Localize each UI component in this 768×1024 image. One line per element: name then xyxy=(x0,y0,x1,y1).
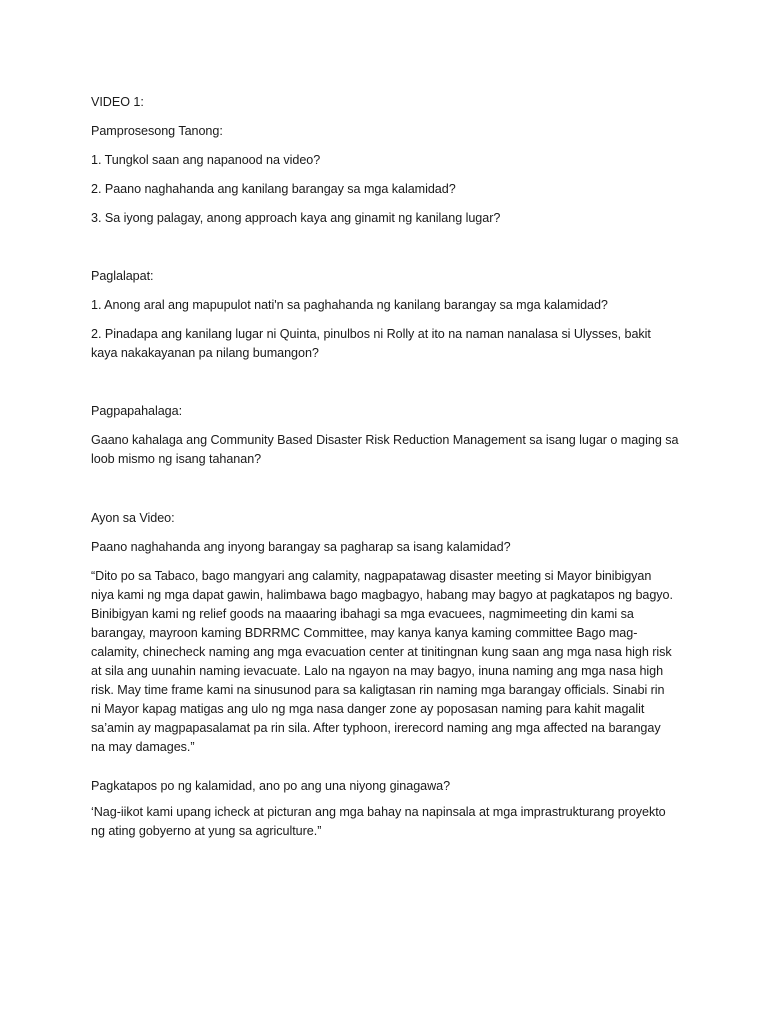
paglalapat-question-2-line-2: kaya nakakayanan pa nilang bumangon? xyxy=(91,346,319,360)
followup-question: Pagkatapos po ng kalamidad, ano po ang una niyong ginagawa? xyxy=(91,779,451,793)
followup-answer-line-2: ng ating gobyerno at yung sa agriculture.” xyxy=(91,824,322,838)
ayon-answer-line-8: ni Mayor kapag matigas ang ulo ng mga nasa danger zone ay poposasan naming para kahit magalit xyxy=(91,702,645,716)
ayon-answer-line-3: Binibigyan kami ng relief goods na maaaring ibahagi sa mga evacuees, nagmimeeting din kami sa xyxy=(91,607,634,621)
ayon-answer-line-9: sa’amin ay magpapasalamat pa rin sila. After typhoon, irerecord naming ang mga affected na barangay xyxy=(91,721,661,735)
pagpapahalaga-question-line-2: loob mismo ng isang tahanan? xyxy=(91,452,262,466)
pamprosesong-question-3: 3. Sa iyong palagay, anong approach kaya ang ginamit ng kanilang lugar? xyxy=(91,211,501,225)
paglalapat-heading: Paglalapat: xyxy=(91,269,154,283)
ayon-answer-line-6: at sila ang uunahin naming ievacuate. Lalo na ngayon na may bagyo, inuna naming ang mga nasa high xyxy=(91,664,664,678)
ayon-answer-line-10: na may damages.” xyxy=(91,740,195,754)
ayon-answer-line-7: risk. May time frame kami na sinusunod para sa kaligtasan rin naming mga barangay officials. Sinabi rin xyxy=(91,683,665,697)
paglalapat-question-2-line-1: 2. Pinadapa ang kanilang lugar ni Quinta, pinulbos ni Rolly at ito na naman nanalasa si Ulysses, bakit xyxy=(91,327,651,341)
followup-answer-line-1: ‘Nag-iikot kami upang icheck at picturan ang mga bahay na napinsala at mga imprastrukturang proyekto xyxy=(91,805,666,819)
ayon-answer-line-2: niya kami ng mga dapat gawin, halimbawa bago magbagyo, habang may bagyo at pagkatapos ng bagyo. xyxy=(91,588,673,602)
pamprosesong-heading: Pamprosesong Tanong: xyxy=(91,124,223,138)
pamprosesong-question-1: 1. Tungkol saan ang napanood na video? xyxy=(91,153,321,167)
paglalapat-question-1: 1. Anong aral ang mapupulot nati'n sa paghahanda ng kanilang barangay sa mga kalamidad? xyxy=(91,298,608,312)
pamprosesong-question-2: 2. Paano naghahanda ang kanilang barangay sa mga kalamidad? xyxy=(91,182,456,196)
ayon-heading: Ayon sa Video: xyxy=(91,511,175,525)
pagpapahalaga-question-line-1: Gaano kahalaga ang Community Based Disaster Risk Reduction Management sa isang lugar o maging sa xyxy=(91,433,679,447)
ayon-answer-line-4: barangay, mayroon kaming BDRRMC Committee, may kanya kanya kaming committee Bago mag- xyxy=(91,626,638,640)
video-heading: VIDEO 1: xyxy=(91,95,144,109)
pagpapahalaga-heading: Pagpapahalaga: xyxy=(91,404,183,418)
ayon-question: Paano naghahanda ang inyong barangay sa pagharap sa isang kalamidad? xyxy=(91,540,511,554)
ayon-answer-line-5: calamity, chinecheck naming ang mga evacuation center at tinitingnan kung saan ang mga nasa high risk xyxy=(91,645,672,659)
ayon-answer-line-1: “Dito po sa Tabaco, bago mangyari ang calamity, nagpapatawag disaster meeting si Mayor binibigyan xyxy=(91,569,652,583)
